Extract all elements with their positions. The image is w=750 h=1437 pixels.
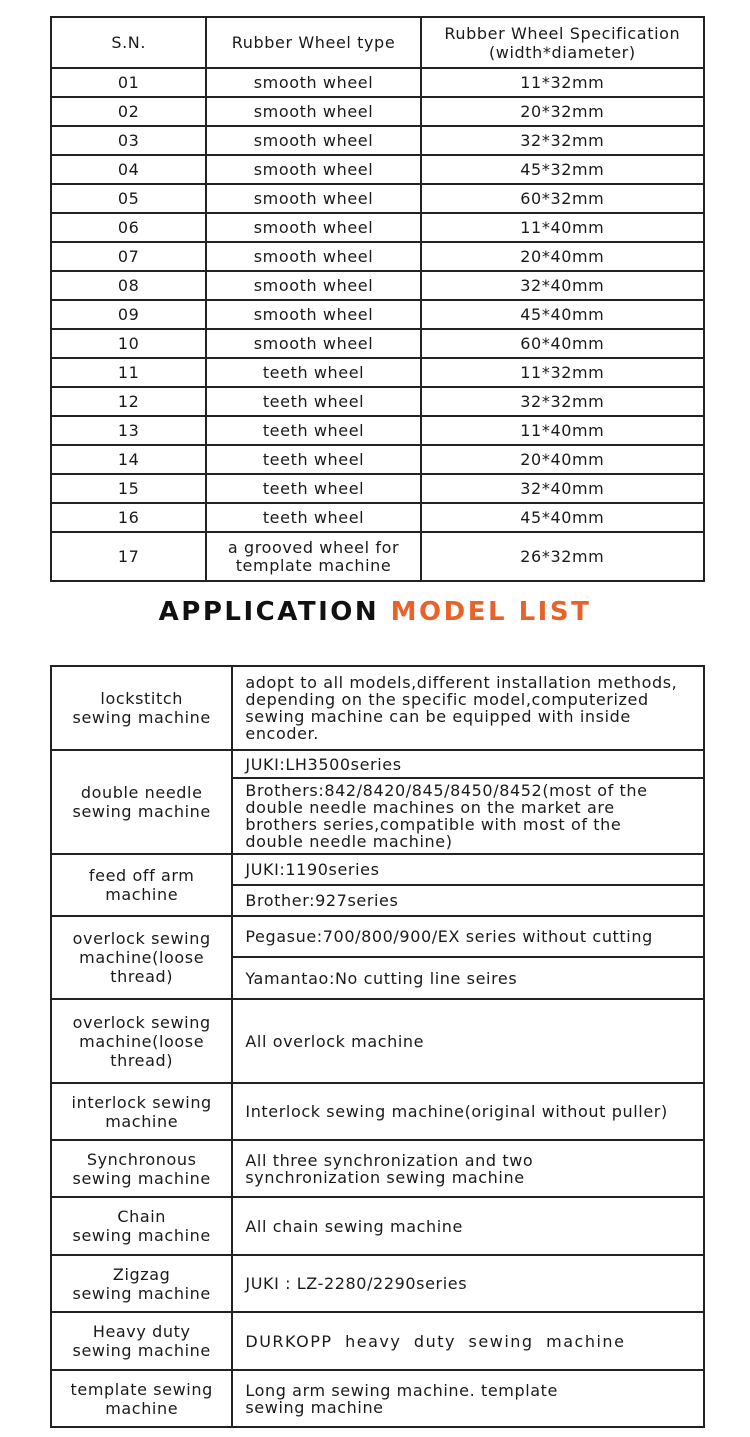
- type-cell: teeth wheel: [206, 503, 420, 532]
- table-row: [51, 474, 704, 503]
- sn-cell: 02: [51, 97, 206, 126]
- sn-cell: 01: [51, 68, 206, 97]
- model-line: Heavy duty: [92, 1322, 191, 1341]
- table-row: [51, 1255, 704, 1312]
- spec-cell: 11*40mm: [421, 213, 704, 242]
- type-cell: smooth wheel: [206, 300, 420, 329]
- description-cell: Yamantao:No cutting line seires: [232, 957, 704, 999]
- desc-line: synchronization sewing machine: [245, 1167, 525, 1187]
- spec-cell: 60*32mm: [421, 184, 704, 213]
- table-row: [51, 155, 704, 184]
- model-cell: [51, 854, 232, 916]
- model-line: Chain: [117, 1207, 167, 1226]
- table-row: [51, 126, 704, 155]
- sn-cell: 12: [51, 387, 206, 416]
- sn-cell: 05: [51, 184, 206, 213]
- table-row: [51, 1083, 704, 1140]
- model-line: machine(loose: [79, 1031, 205, 1051]
- description-cell: [232, 778, 704, 854]
- model-line: template sewing: [70, 1379, 213, 1399]
- desc-line: encoder.: [245, 724, 319, 743]
- model-line: Synchronous: [86, 1149, 197, 1169]
- desc-line: sewing machine can be equipped with inside: [245, 707, 631, 726]
- table-row: [51, 1197, 704, 1255]
- spec-cell: 45*40mm: [421, 503, 704, 532]
- model-cell: [51, 1140, 232, 1197]
- type-cell: smooth wheel: [206, 271, 420, 300]
- desc-line: sewing machine: [245, 1397, 384, 1417]
- table-row: [51, 445, 704, 474]
- model-cell: [51, 1370, 232, 1427]
- table-row: [51, 503, 704, 532]
- description-cell: All overlock machine: [232, 999, 704, 1083]
- description-cell: JUKI : LZ-2280/2290series: [232, 1255, 704, 1312]
- sn-cell: 13: [51, 416, 206, 445]
- model-line: feed off arm: [88, 866, 195, 885]
- description-cell: All chain sewing machine: [232, 1197, 704, 1255]
- spec-cell: 45*40mm: [421, 300, 704, 329]
- model-line: machine: [105, 1111, 179, 1131]
- type-cell: smooth wheel: [206, 329, 420, 358]
- table-row: [51, 387, 704, 416]
- type-line: a grooved wheel for: [227, 537, 400, 557]
- desc-line: brothers series,compatible with most of the: [245, 815, 622, 834]
- table-row: [51, 1140, 704, 1197]
- model-line: sewing machine: [72, 1341, 211, 1360]
- header-spec-line2: (width*diameter): [488, 42, 636, 62]
- type-cell: smooth wheel: [206, 97, 420, 126]
- description-cell: DURKOPP heavy duty sewing machine: [232, 1312, 704, 1370]
- description-cell: Brother:927series: [232, 885, 704, 916]
- description-cell: Interlock sewing machine(original without puller): [232, 1083, 704, 1140]
- type-cell: teeth wheel: [206, 416, 420, 445]
- model-line: sewing machine: [72, 708, 211, 727]
- table-row: [51, 416, 704, 445]
- model-line: thread): [110, 1050, 174, 1070]
- table-row: [51, 68, 704, 97]
- table-row: [51, 300, 704, 329]
- table-row: [51, 271, 704, 300]
- sn-cell: 07: [51, 242, 206, 271]
- desc-line: double needle machine): [245, 832, 453, 851]
- type-cell: smooth wheel: [206, 213, 420, 242]
- sn-cell: 10: [51, 329, 206, 358]
- sn-cell: 06: [51, 213, 206, 242]
- table-row: [51, 329, 704, 358]
- page-title: [0, 597, 750, 627]
- sn-cell: 03: [51, 126, 206, 155]
- spec-cell: 11*32mm: [421, 68, 704, 97]
- description-cell: Pegasue:700/800/900/EX series without cutting: [232, 916, 704, 957]
- header-sn: S.N.: [51, 17, 206, 68]
- table-header-row: [51, 17, 704, 68]
- sn-cell: 15: [51, 474, 206, 503]
- desc-line: Brothers:842/8420/845/8450/8452(most of the: [245, 781, 648, 800]
- model-line: machine: [105, 1398, 179, 1418]
- description-cell: [232, 666, 704, 750]
- description-cell: [232, 1140, 704, 1197]
- type-cell: teeth wheel: [206, 474, 420, 503]
- table-row: [51, 1312, 704, 1370]
- sn-cell: 09: [51, 300, 206, 329]
- model-line: Zigzag: [112, 1264, 171, 1284]
- model-cell: [51, 750, 232, 854]
- model-line: thread): [110, 967, 174, 986]
- table-row: [51, 916, 704, 957]
- table-row: [51, 1370, 704, 1427]
- type-cell: teeth wheel: [206, 387, 420, 416]
- spec-cell: 11*40mm: [421, 416, 704, 445]
- model-line: lockstitch: [100, 689, 183, 708]
- spec-cell: 32*40mm: [421, 474, 704, 503]
- description-cell: [232, 1370, 704, 1427]
- sn-cell: 08: [51, 271, 206, 300]
- spec-cell: 32*32mm: [421, 387, 704, 416]
- model-cell: [51, 666, 232, 750]
- type-cell: [206, 532, 420, 581]
- spec-cell: 20*40mm: [421, 445, 704, 474]
- model-line: double needle: [80, 783, 203, 802]
- spec-cell: 32*40mm: [421, 271, 704, 300]
- table-row: [51, 97, 704, 126]
- spec-cell: 32*32mm: [421, 126, 704, 155]
- table-row: [51, 854, 704, 885]
- description-cell: JUKI:1190series: [232, 854, 704, 885]
- type-cell: teeth wheel: [206, 358, 420, 387]
- type-cell: smooth wheel: [206, 155, 420, 184]
- table-row: [51, 184, 704, 213]
- title-model-list: MODEL LIST: [390, 597, 592, 627]
- model-cell: [51, 1312, 232, 1370]
- description-cell: JUKI:LH3500series: [232, 750, 704, 778]
- desc-line: adopt to all models,different installation methods,: [245, 673, 678, 692]
- model-line: overlock sewing: [72, 929, 211, 948]
- type-cell: smooth wheel: [206, 184, 420, 213]
- table-row: [51, 999, 704, 1083]
- sn-cell: 14: [51, 445, 206, 474]
- type-line: template machine: [235, 555, 392, 575]
- model-cell: [51, 1197, 232, 1255]
- sn-cell: 16: [51, 503, 206, 532]
- header-wheel-type: Rubber Wheel type: [206, 17, 420, 68]
- type-cell: smooth wheel: [206, 68, 420, 97]
- model-line: sewing machine: [72, 802, 211, 821]
- table-row: [51, 750, 704, 778]
- model-line: interlock sewing: [71, 1092, 212, 1112]
- model-line: sewing machine: [72, 1283, 211, 1303]
- type-cell: smooth wheel: [206, 242, 420, 271]
- model-cell: [51, 916, 232, 999]
- spec-cell: 45*32mm: [421, 155, 704, 184]
- sn-cell: 04: [51, 155, 206, 184]
- model-cell: [51, 1255, 232, 1312]
- sn-cell: 11: [51, 358, 206, 387]
- desc-line: depending on the specific model,computerized: [245, 690, 649, 709]
- table-row: [51, 213, 704, 242]
- table-row: [51, 358, 704, 387]
- model-cell: [51, 1083, 232, 1140]
- model-line: machine: [105, 885, 179, 904]
- desc-line: Long arm sewing machine. template: [245, 1380, 559, 1400]
- title-application: APPLICATION: [158, 597, 380, 627]
- table-row: [51, 242, 704, 271]
- sn-cell: 17: [51, 532, 206, 581]
- model-line: overlock sewing: [72, 1012, 211, 1032]
- header-spec-line1: Rubber Wheel Specification: [444, 23, 681, 43]
- model-line: sewing machine: [72, 1168, 211, 1188]
- type-cell: teeth wheel: [206, 445, 420, 474]
- wheel-spec-table: [50, 16, 705, 582]
- spec-cell: 60*40mm: [421, 329, 704, 358]
- spec-cell: 11*32mm: [421, 358, 704, 387]
- spec-cell: 20*32mm: [421, 97, 704, 126]
- spec-cell: 20*40mm: [421, 242, 704, 271]
- table-row: [51, 532, 704, 581]
- table-row: [51, 666, 704, 750]
- application-model-table: [50, 665, 705, 1428]
- spec-cell: 26*32mm: [421, 532, 704, 581]
- type-cell: smooth wheel: [206, 126, 420, 155]
- desc-line: All three synchronization and two: [245, 1150, 534, 1170]
- model-line: machine(loose: [79, 948, 205, 967]
- model-cell: [51, 999, 232, 1083]
- model-line: sewing machine: [72, 1226, 211, 1245]
- desc-line: double needle machines on the market are: [245, 798, 615, 817]
- header-wheel-spec: [421, 17, 704, 68]
